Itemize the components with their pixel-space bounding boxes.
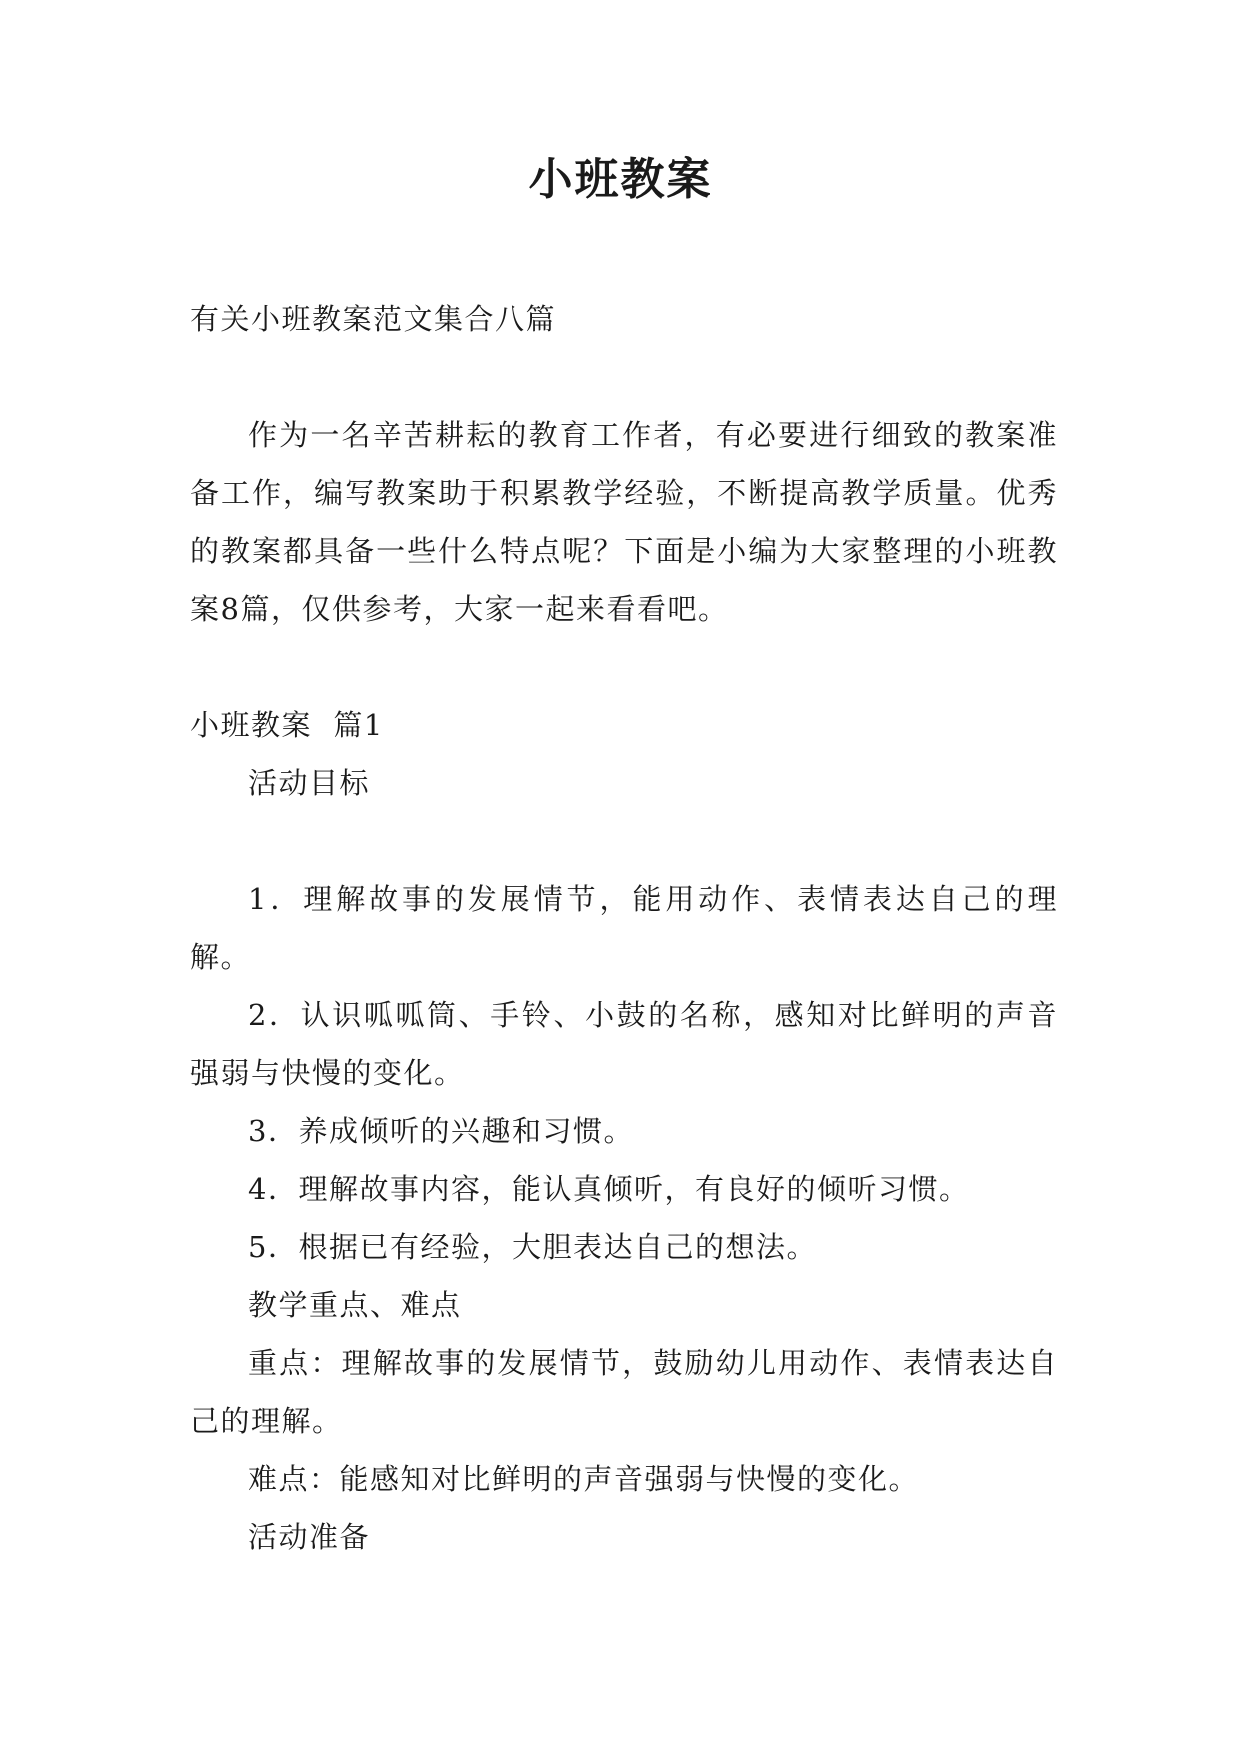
spacer	[190, 812, 1058, 870]
goal-item: 1．理解故事的发展情节，能用动作、表情表达自己的理解。	[190, 882, 1058, 974]
spacer	[190, 348, 1058, 406]
section-heading: 小班教案 篇1	[190, 708, 384, 742]
goals-heading: 活动目标	[248, 766, 371, 800]
document-body	[190, 290, 1058, 1566]
goal-item: 5．根据已有经验，大胆表达自己的想法。	[248, 1230, 817, 1264]
document-subtitle: 有关小班教案范文集合八篇	[190, 302, 557, 336]
key-heading: 教学重点、难点	[248, 1288, 462, 1322]
goal-item: 2．认识呱呱筒、手铃、小鼓的名称，感知对比鲜明的声音强弱与快慢的变化。	[190, 998, 1058, 1090]
goal-item: 4．理解故事内容，能认真倾听，有良好的倾听习惯。	[248, 1172, 970, 1206]
key-point: 重点：理解故事的发展情节，鼓励幼儿用动作、表情表达自己的理解。	[190, 1346, 1058, 1438]
document-title: 小班教案	[528, 154, 713, 205]
difficult-point: 难点：能感知对比鲜明的声音强弱与快慢的变化。	[248, 1462, 920, 1496]
spacer	[190, 638, 1058, 696]
prep-heading: 活动准备	[248, 1520, 371, 1554]
goal-item: 3．养成倾听的兴趣和习惯。	[248, 1114, 634, 1148]
intro-paragraph: 作为一名辛苦耕耘的教育工作者，有必要进行细致的教案准备工作，编写教案助于积累教学经验，不断提高教学质量。优秀的教案都具备一些什么特点呢？下面是小编为大家整理的小班教案8篇，仅供参考，大家一起来看看吧。	[190, 418, 1058, 626]
